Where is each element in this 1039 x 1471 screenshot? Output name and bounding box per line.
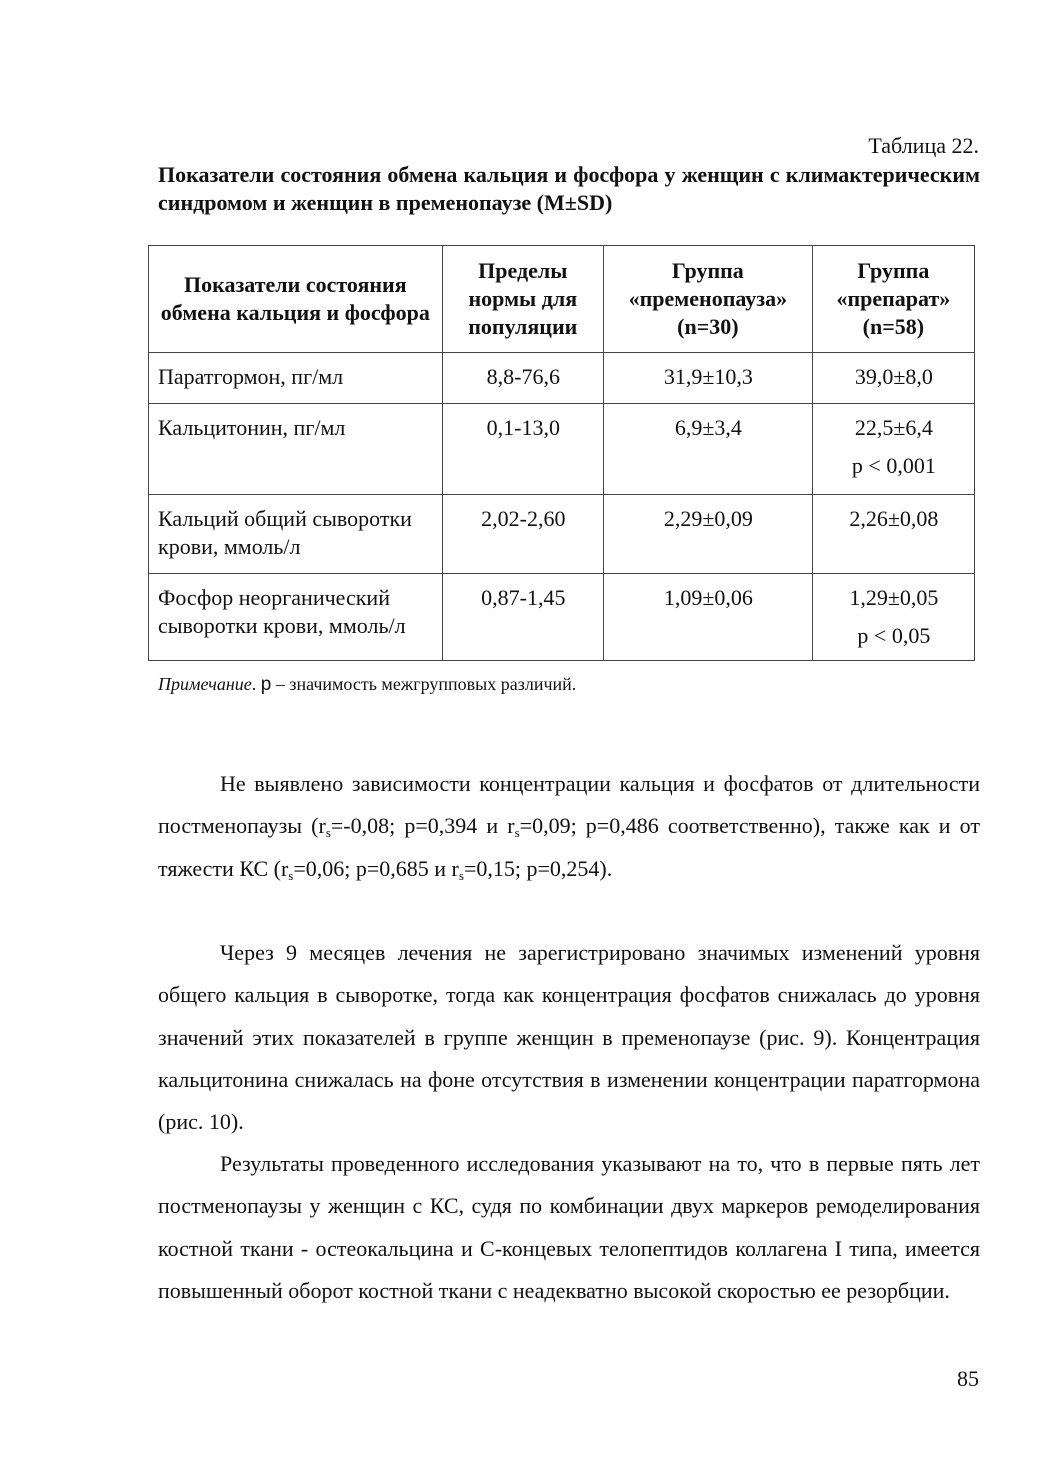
cell-norm: 0,87-1,45 <box>442 574 603 661</box>
cell-drug: 39,0±8,0 <box>812 353 974 404</box>
note-p-symbol: p <box>260 674 272 695</box>
header-drug: Группа «препарат» (n=58) <box>812 246 974 353</box>
cell-p-value: p < 0,05 <box>857 623 931 648</box>
cell-indicator: Кальцитонин, пг/мл <box>149 404 443 495</box>
cell-norm: 8,8-76,6 <box>442 353 603 404</box>
cell-indicator: Фосфор неорганический сыворотки крови, ммоль/л <box>149 574 443 661</box>
cell-drug-value: 1,29±0,05 <box>849 585 939 610</box>
cell-norm: 0,1-13,0 <box>442 404 603 495</box>
cell-drug <box>812 574 974 661</box>
cell-premenopause: 6,9±3,4 <box>603 404 812 495</box>
p1-text-c: =0,09; p=0,486 соответственно), также как и от тяжести КС (r <box>158 813 980 881</box>
p1-text-b: =-0,08; p=0,394 и r <box>330 813 515 839</box>
cell-indicator: Паратгормон, пг/мл <box>149 353 443 404</box>
note-text: – значимость межгрупповых различий. <box>271 674 577 694</box>
p3-text: Результаты проведенного исследования указывают на то, что в первые пять лет постменопаузы у женщин с КС, судя по комбинации двух маркеров ремоделирования костной ткани - остеокальцина и С-концевых телопептидов коллагена I типа, имеется повышенный оборот костной ткани с неадекватно высокой скоростью ее резорбции. <box>158 1151 980 1303</box>
cell-premenopause: 1,09±0,06 <box>603 574 812 661</box>
cell-indicator: Кальций общий сыворотки крови, ммоль/л <box>149 495 443 574</box>
cell-drug: 2,26±0,08 <box>812 495 974 574</box>
cell-p-value: p < 0,001 <box>851 453 936 478</box>
table-row <box>149 574 975 661</box>
table-label: Таблица 22. <box>868 133 979 158</box>
cell-norm: 2,02-2,60 <box>442 495 603 574</box>
paragraph-1 <box>158 763 980 890</box>
table-row <box>149 495 975 574</box>
table-note: Примечание. p – значимость межгрупповых различий. <box>158 674 577 695</box>
table-header-row <box>149 246 975 353</box>
header-norm: Пределы нормы для популяции <box>442 246 603 353</box>
subscript-s: s <box>514 825 520 841</box>
page-number: 85 <box>957 1366 979 1391</box>
table-title: Показатели состояния обмена кальция и фосфора у женщин с климактерическим синдромом и женщин в пременопаузе (M±SD) <box>158 162 980 215</box>
paragraph-3 <box>158 1143 980 1312</box>
subscript-s: s <box>325 825 331 841</box>
note-label: Примечание <box>158 674 252 694</box>
cell-premenopause: 31,9±10,3 <box>603 353 812 404</box>
table-row <box>149 404 975 495</box>
subscript-s: s <box>458 867 464 883</box>
cell-drug-value: 22,5±6,4 <box>854 415 933 440</box>
cell-premenopause: 2,29±0,09 <box>603 495 812 574</box>
cell-drug <box>812 404 974 495</box>
header-indicator: Показатели состояния обмена кальция и фосфора <box>149 246 443 353</box>
p2-text: Через 9 месяцев лечения не зарегистрировано значимых изменений уровня общего кальция в сыворотке, тогда как концентрация фосфатов снижалась до уровня значений этих показателей в группе женщин в пременопаузе (рис. 9). Концентрация кальцитонина снижалась на фоне отсутствия в изменении концентрации паратгормона (рис. 10). <box>158 940 980 1135</box>
p1-text-d: =0,06; p=0,685 и r <box>293 855 459 881</box>
paragraph-2 <box>158 932 980 1143</box>
table-row <box>149 353 975 404</box>
header-premenopause: Группа «пременопауза» (n=30) <box>603 246 812 353</box>
subscript-s: s <box>288 867 294 883</box>
p1-text-a: Не выявлено зависимости концентрации кальция и фосфатов от длительности постменопаузы (r <box>158 771 980 839</box>
p1-text-e: =0,15; p=0,254). <box>463 855 613 881</box>
data-table <box>148 245 975 661</box>
